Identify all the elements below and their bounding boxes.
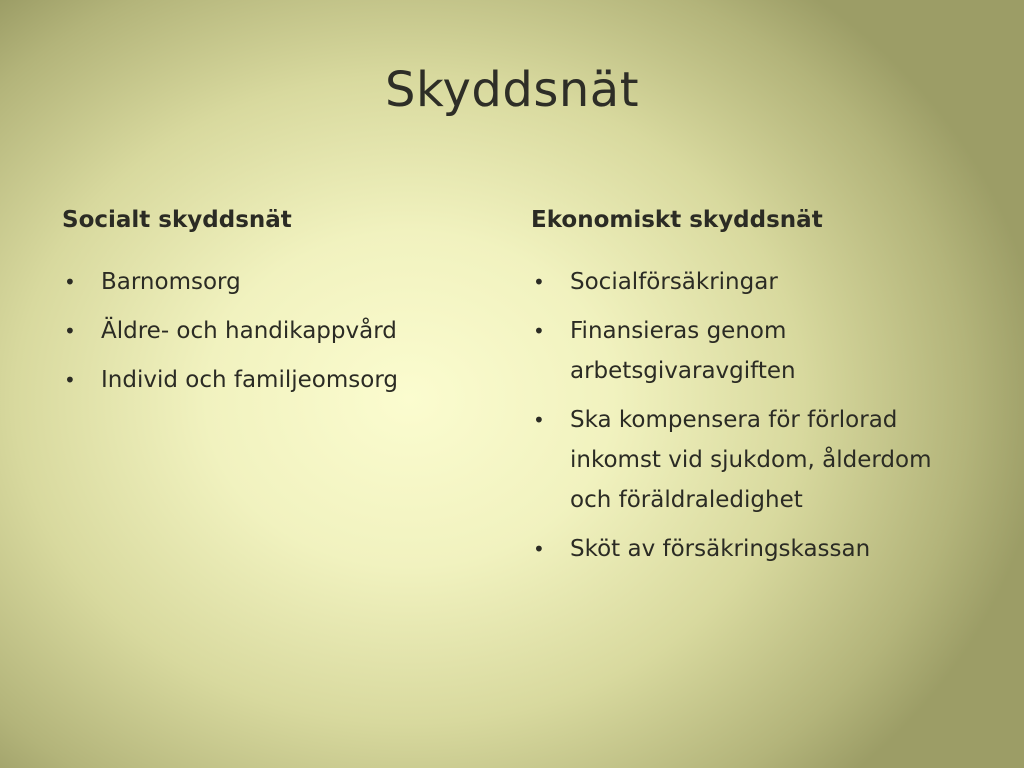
list-item — [531, 311, 971, 391]
list-item — [531, 400, 971, 520]
bullet-icon: • — [64, 368, 76, 392]
right-column — [531, 200, 971, 578]
list-item-text: Socialförsäkringar — [570, 269, 778, 295]
list-item — [62, 360, 502, 400]
right-bullet-list — [531, 262, 971, 569]
left-bullet-list — [62, 262, 502, 400]
list-item-text: Barnomsorg — [101, 269, 241, 295]
bullet-icon: • — [533, 319, 545, 343]
list-item — [531, 529, 971, 569]
list-item — [62, 262, 502, 302]
bullet-icon: • — [533, 537, 545, 561]
bullet-icon: • — [64, 319, 76, 343]
bullet-icon: • — [64, 270, 76, 294]
left-column-heading: Socialt skyddsnät — [62, 207, 292, 233]
list-item-text: Sköt av försäkringskassan — [570, 536, 871, 562]
left-column — [62, 200, 502, 409]
list-item — [62, 311, 502, 351]
list-item-text: Ska kompensera för förlorad inkomst vid sjukdom, ålderdom och föräldraledighet — [570, 407, 932, 513]
bullet-icon: • — [533, 270, 545, 294]
list-item-text: Finansieras genom arbetsgivaravgiften — [570, 318, 796, 384]
slide-title: Skyddsnät — [384, 62, 640, 118]
list-item-text: Äldre- och handikappvård — [101, 318, 397, 344]
list-item-text: Individ och familjeomsorg — [101, 367, 398, 393]
list-item — [531, 262, 971, 302]
bullet-icon: • — [533, 408, 545, 432]
right-column-heading: Ekonomiskt skyddsnät — [531, 207, 823, 233]
